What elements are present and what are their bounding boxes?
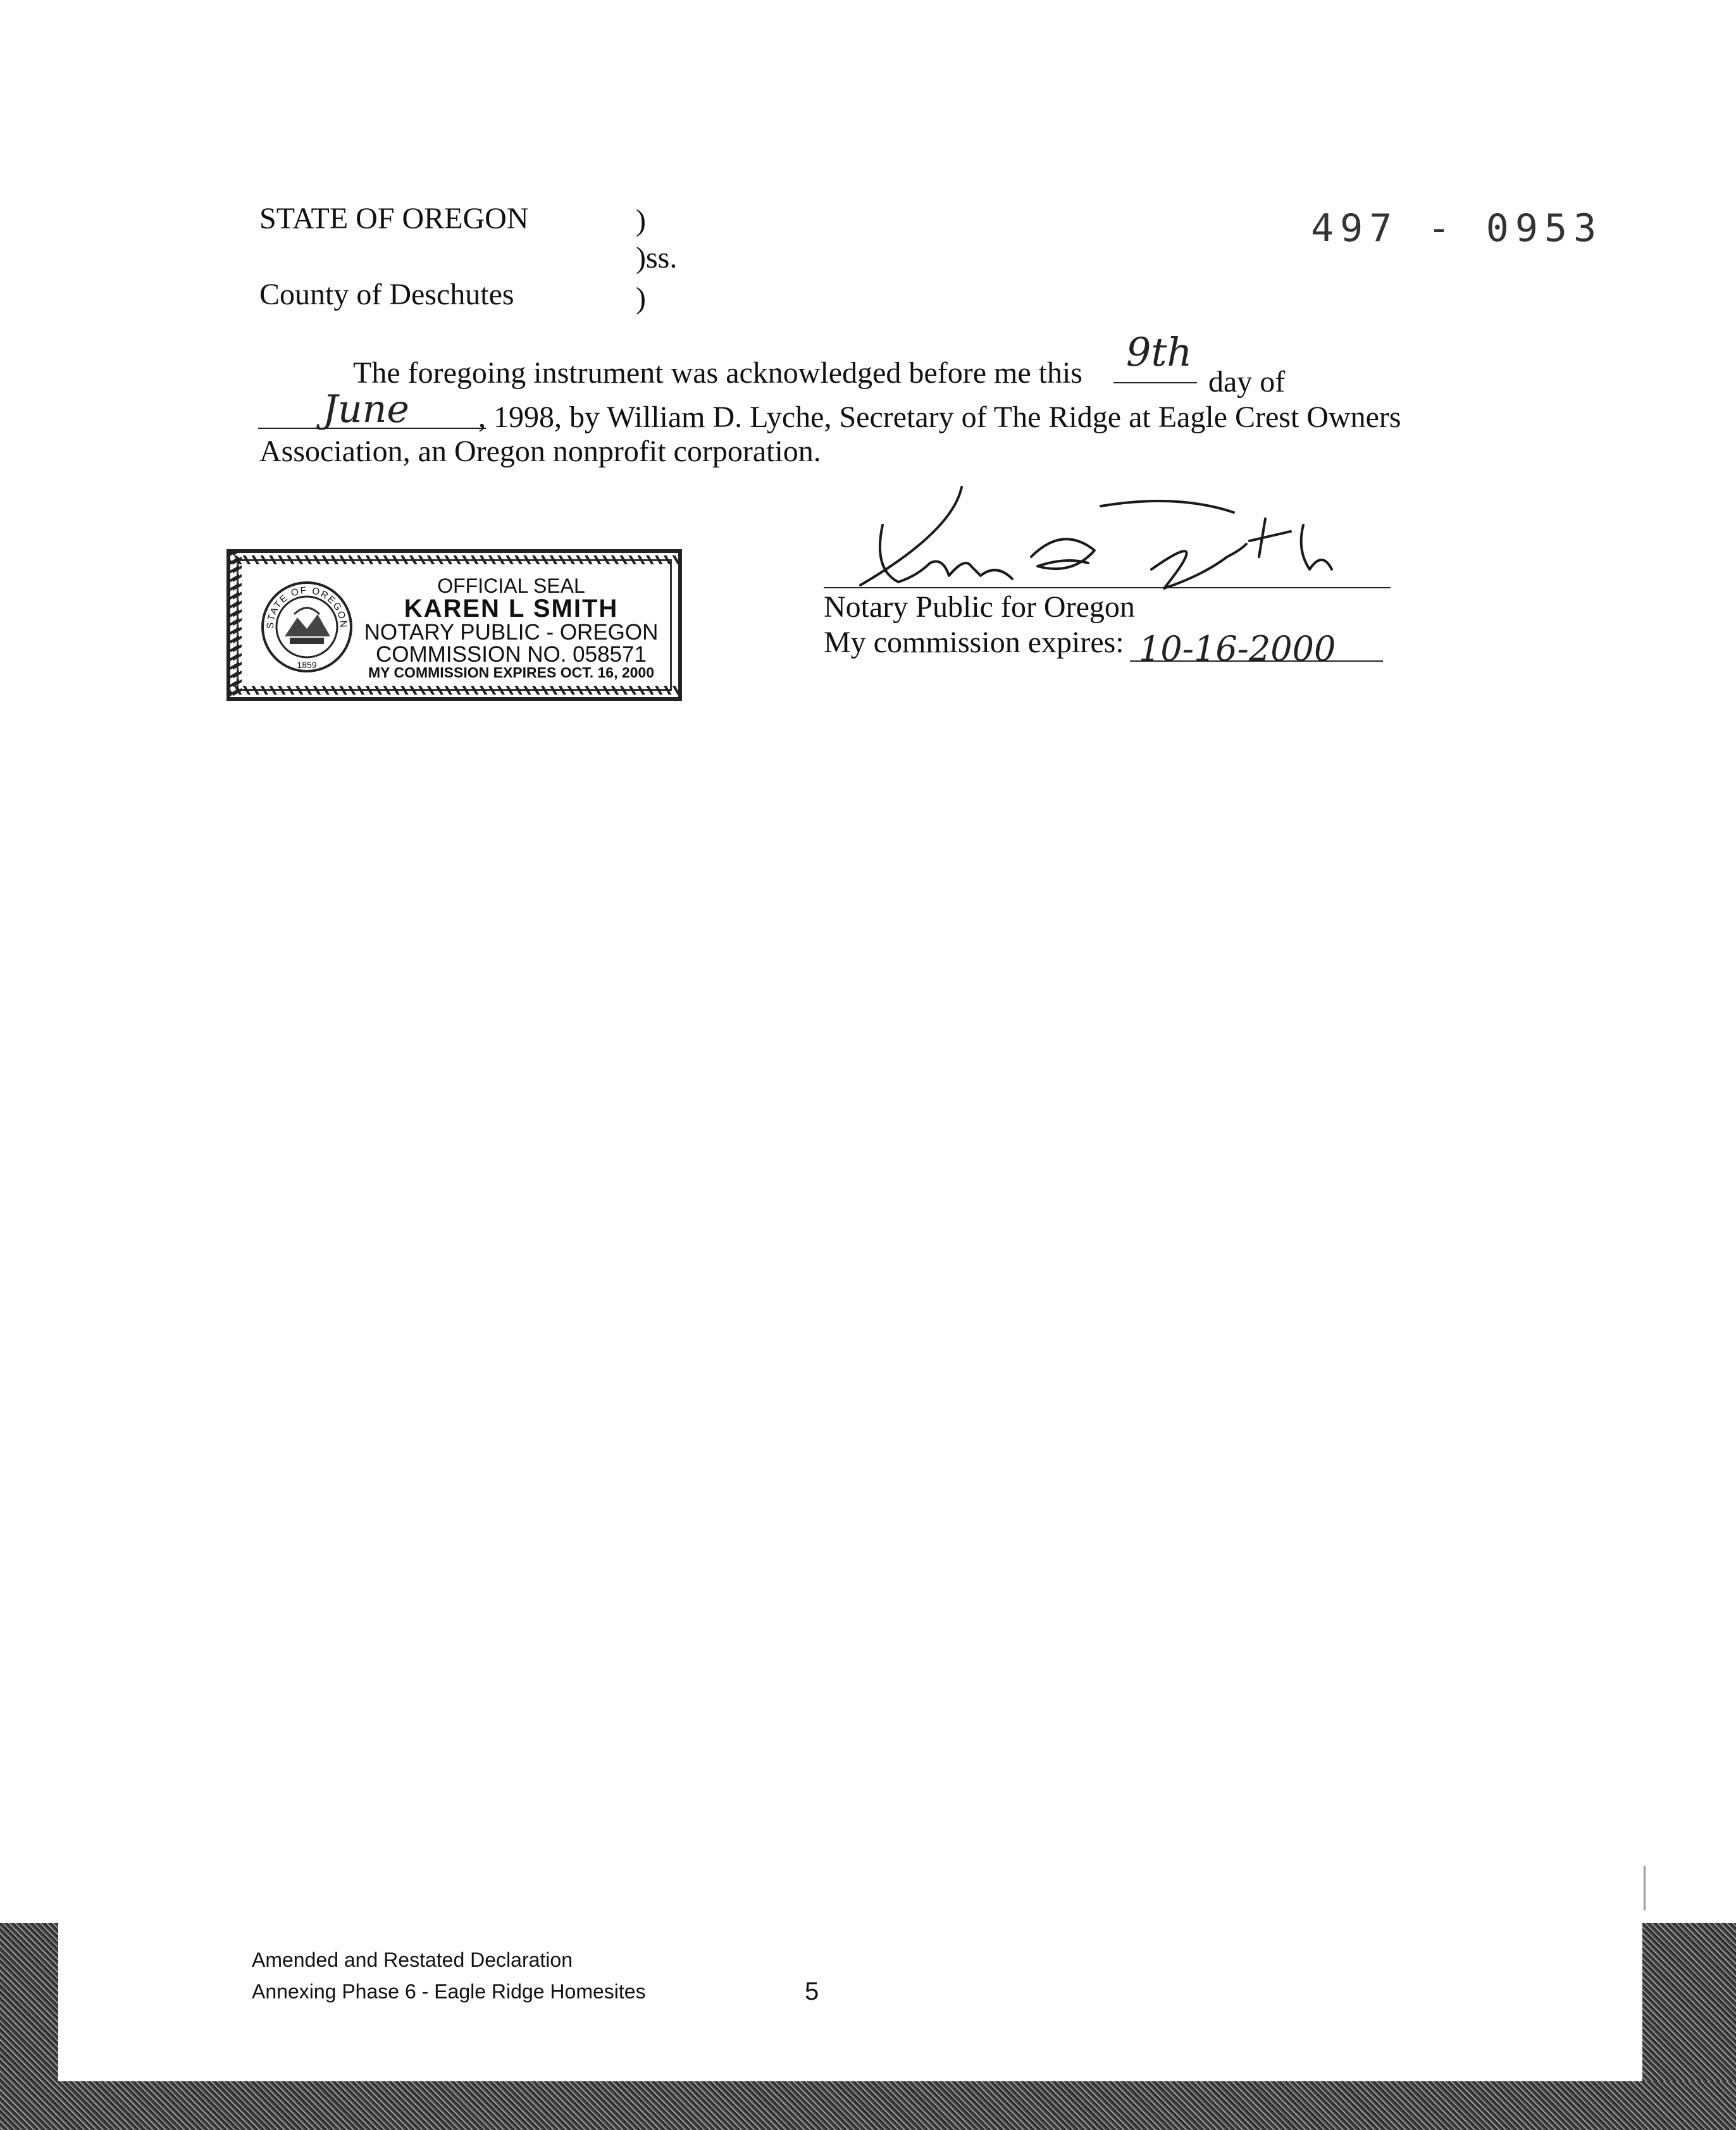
page-number: 5 — [805, 1978, 819, 2005]
ack-text-line2: , 1998, by William D. Lyche, Secretary of The Ridge at Eagle Crest Owners — [478, 400, 1401, 434]
venue-paren-top: ) — [636, 204, 646, 237]
commission-expires-label: My commission expires: — [824, 626, 1124, 659]
seal-line-notary: NOTARY PUBLIC - OREGON — [364, 620, 659, 645]
venue-ss: )ss. — [636, 241, 678, 275]
scan-border-bottom — [0, 2081, 1736, 2130]
month-blank-line — [258, 428, 486, 429]
seal-emblem-state: STATE OF OREGON — [264, 585, 349, 629]
ack-day-handwritten: 9th — [1126, 329, 1193, 375]
commission-date-handwritten: 10-16-2000 — [1139, 629, 1336, 669]
seal-line-expires: MY COMMISSION EXPIRES OCT. 16, 2000 — [368, 664, 655, 681]
seal-rope-bottom — [230, 686, 678, 695]
notary-public-label: Notary Public for Oregon — [824, 590, 1135, 624]
notary-signature — [822, 481, 1341, 601]
ack-text-line1: The foregoing instrument was acknowledged before me this — [353, 356, 1082, 390]
state-seal-emblem-icon — [259, 579, 354, 674]
footer-title-line1: Amended and Restated Declaration — [252, 1948, 573, 1971]
ack-month-handwritten: June — [323, 387, 409, 431]
record-number: 497 - 0953 — [1311, 206, 1603, 251]
ack-day-of: day of — [1208, 365, 1286, 399]
seal-text — [363, 576, 659, 680]
notary-seal — [226, 549, 682, 701]
signature-line — [824, 587, 1391, 588]
seal-line-name: KAREN L SMITH — [404, 595, 619, 622]
seal-line-commission: COMMISSION NO. 058571 — [376, 642, 647, 667]
footer-title-line2: Annexing Phase 6 - Eagle Ridge Homesites — [252, 1980, 646, 2003]
ack-text-line3: Association, an Oregon nonprofit corporation. — [259, 435, 821, 468]
commission-date-line — [1130, 660, 1383, 662]
day-blank-line — [1113, 382, 1197, 383]
seal-emblem-year: 1859 — [297, 660, 317, 670]
scan-margin-tick — [1644, 1866, 1646, 1910]
state-heading: STATE OF OREGON — [259, 202, 529, 235]
seal-rope-top — [230, 555, 678, 564]
seal-rope-right — [230, 553, 239, 697]
venue-paren-bottom: ) — [636, 282, 646, 315]
seal-line-official: OFFICIAL SEAL — [437, 574, 585, 597]
county-heading: County of Deschutes — [259, 278, 514, 311]
